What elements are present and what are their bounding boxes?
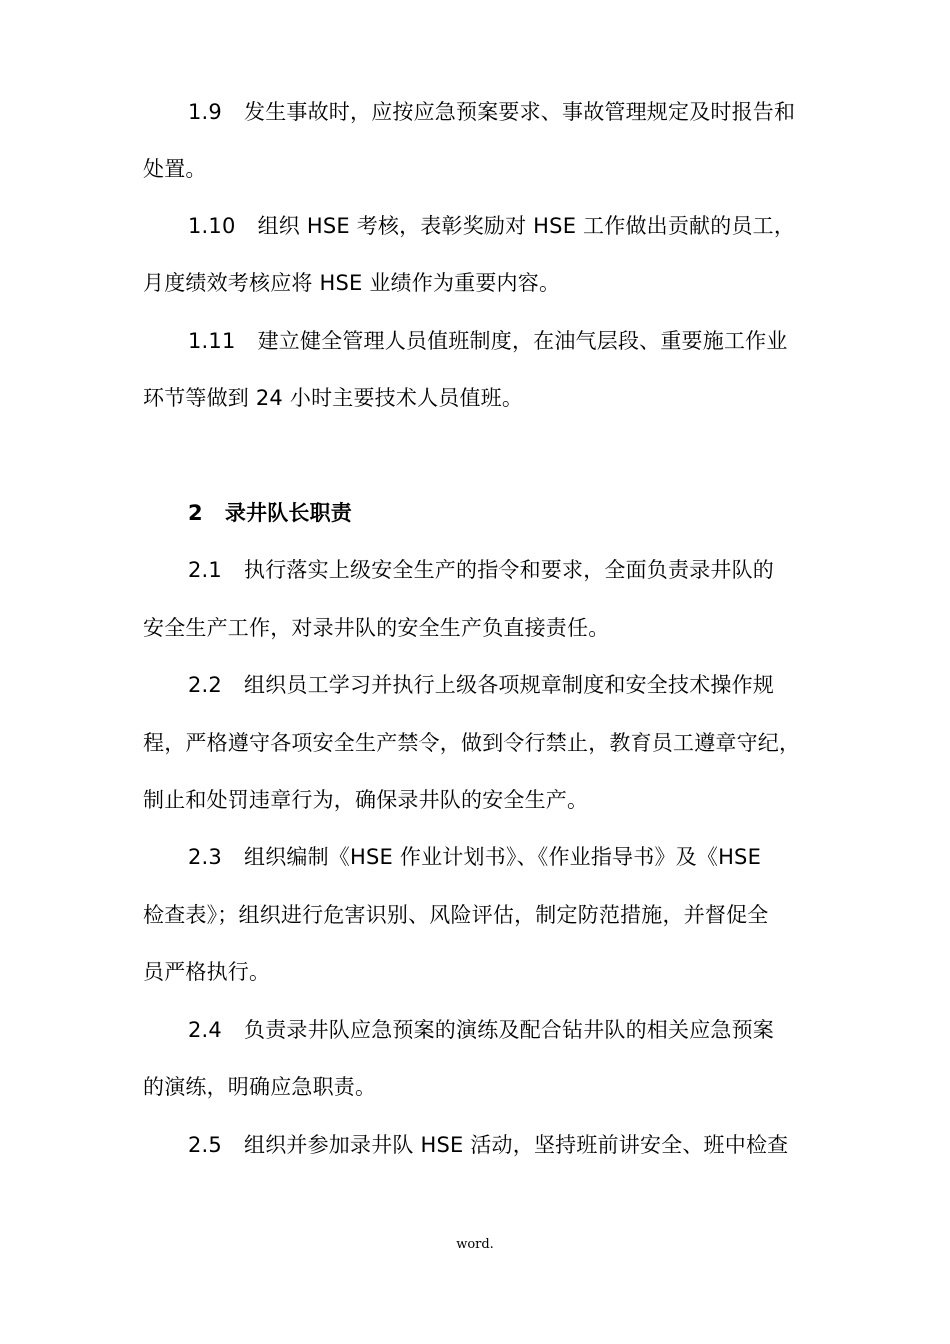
clause-text: 负责录井队应急预案的演练及配合钻井队的相关应急预案 bbox=[244, 1018, 774, 1042]
paragraph-2-2-line-3 bbox=[143, 785, 833, 815]
clause-text: 发生事故时，应按应急预案要求、事故管理规定及时报告和 bbox=[244, 100, 796, 124]
clause-text: 组织并参加录井队 HSE 活动，坚持班前讲安全、班中检查 bbox=[244, 1133, 789, 1157]
paragraph-2-2-line-2 bbox=[143, 728, 833, 758]
clause-text: 制止和处罚违章行为，确保录井队的安全生产。 bbox=[143, 788, 589, 812]
paragraph-1-11-line-2 bbox=[143, 383, 833, 413]
clause-text: 员严格执行。 bbox=[143, 960, 271, 984]
paragraph-2-4-line-2 bbox=[143, 1072, 833, 1102]
clause-number: 2.2 bbox=[188, 673, 222, 697]
paragraph-2-4-line-1 bbox=[188, 1015, 833, 1045]
paragraph-1-10-line-2 bbox=[143, 268, 833, 298]
paragraph-2-3-line-2 bbox=[143, 900, 833, 930]
clause-text: 组织员工学习并执行上级各项规章制度和安全技术操作规 bbox=[244, 673, 774, 697]
clause-number: 2.1 bbox=[188, 558, 222, 582]
clause-text: 程，严格遵守各项安全生产禁令，做到令行禁止，教育员工遵章守纪， bbox=[143, 731, 801, 755]
paragraph-1-10-line-1 bbox=[188, 211, 833, 241]
clause-number: 2.3 bbox=[188, 845, 222, 869]
paragraph-2-3-line-3 bbox=[143, 957, 833, 987]
clause-number: 1.10 bbox=[188, 214, 236, 238]
clause-number: 1.9 bbox=[188, 100, 222, 124]
paragraph-1-9-line-1 bbox=[188, 97, 833, 127]
page-footer: word. bbox=[456, 1237, 494, 1252]
clause-text: 安全生产工作，对录井队的安全生产负直接责任。 bbox=[143, 616, 610, 640]
section-number: 2 bbox=[188, 501, 203, 525]
clause-text: 组织编制《HSE 作业计划书》、《作业指导书》及《HSE bbox=[244, 845, 762, 869]
section-heading bbox=[188, 498, 833, 528]
clause-text: 处置。 bbox=[143, 157, 207, 181]
clause-text: 的演练，明确应急职责。 bbox=[143, 1075, 377, 1099]
clause-number: 2.4 bbox=[188, 1018, 222, 1042]
clause-number: 1.11 bbox=[188, 329, 236, 353]
clause-number: 2.5 bbox=[188, 1133, 222, 1157]
paragraph-2-2-line-1 bbox=[188, 670, 833, 700]
section-title: 录井队长职责 bbox=[224, 501, 353, 525]
clause-text: 月度绩效考核应将 HSE 业绩作为重要内容。 bbox=[143, 271, 561, 295]
paragraph-2-1-line-2 bbox=[143, 613, 833, 643]
paragraph-1-9-line-2 bbox=[143, 154, 833, 184]
paragraph-2-1-line-1 bbox=[188, 555, 833, 585]
clause-text: 环节等做到 24 小时主要技术人员值班。 bbox=[143, 386, 524, 410]
paragraph-1-11-line-1 bbox=[188, 326, 833, 356]
clause-text: 检查表》；组织进行危害识别、风险评估，制定防范措施，并督促全 bbox=[143, 903, 769, 927]
clause-text: 执行落实上级安全生产的指令和要求，全面负责录井队的 bbox=[244, 558, 774, 582]
clause-text: 组织 HSE 考核，表彰奖励对 HSE 工作做出贡献的员工， bbox=[257, 214, 796, 238]
paragraph-2-5-line-1 bbox=[188, 1130, 833, 1160]
clause-text: 建立健全管理人员值班制度，在油气层段、重要施工作业 bbox=[257, 329, 788, 353]
paragraph-2-3-line-1 bbox=[188, 842, 833, 872]
